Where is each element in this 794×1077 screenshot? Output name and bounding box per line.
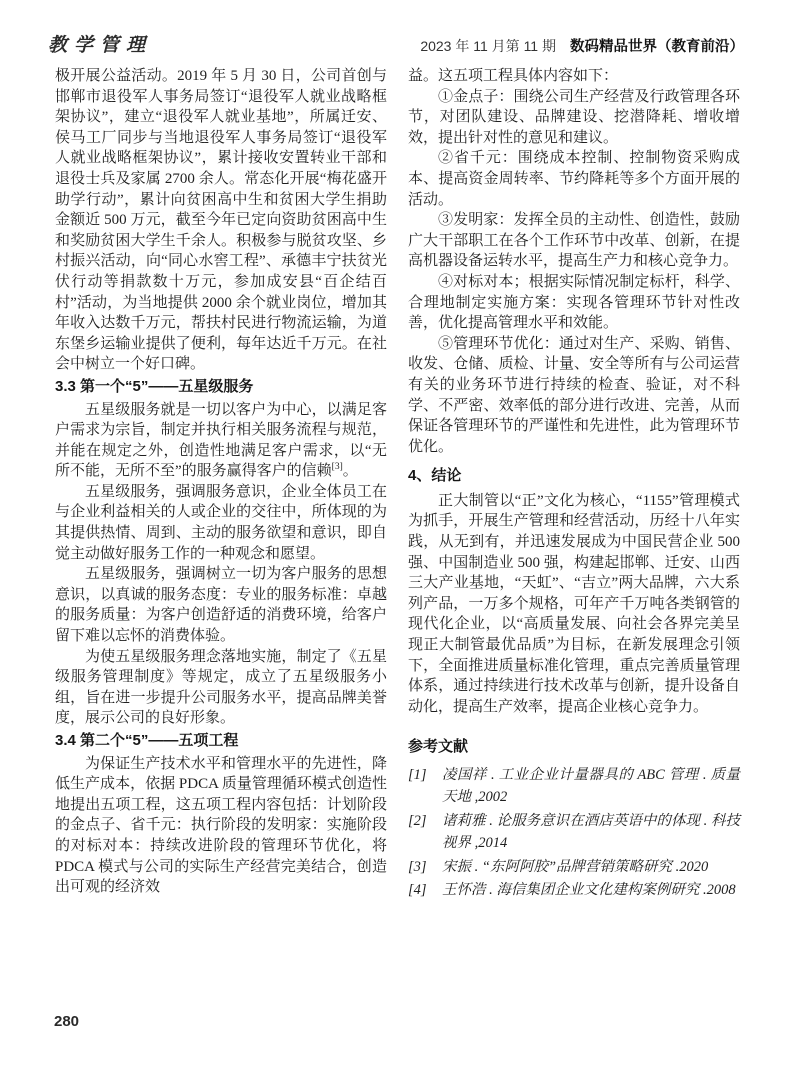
reference-item <box>408 879 740 901</box>
header-section-title: 教学管理 <box>48 35 153 56</box>
paragraph-five-star-definition <box>55 400 387 482</box>
reference-item <box>408 810 740 855</box>
reference-number: [3] <box>408 858 427 875</box>
right-column <box>408 66 740 902</box>
list-item-benchmarking: ④对标对本；根据实际情况制定标杆，科学、合理地制定实施方案：实现各管理环节针对性改善，优化提高管理水平和效能。 <box>408 273 740 332</box>
reference-text: 宋振 . “东阿阿胶”品牌营销策略研究 .2020 <box>442 858 709 875</box>
reference-item <box>408 856 740 878</box>
header-right <box>420 35 744 56</box>
paragraph-five-projects-intro: 为保证生产技术水平和管理水平的先进性，降低生产成本，依据 PDCA 质量管理循环模式创造性地提出五项工程，这五项工程内容包括：计划阶段的金点子、省千元：执行阶段的发明家：实施阶段的对标对本：持续改进阶段的管理环节优化，将 PDCA 模式与公司的实际生产经营完美结合，创造出可观的经济效 <box>55 755 387 896</box>
list-item-save-thousand: ②省千元：围绕成本控制、控制物资采购成本、提高资金周转率、节约降耗等多个方面开展的活动。 <box>408 150 740 208</box>
list-item-management-optimization: ⑤管理环节优化：通过对生产、采购、销售、收发、仓储、质检、计量、安全等所有与公司运营有关的业务环节进行持续的检查、验证，对不科学、不严密、效率低的部分进行改进、完善，从而保证各管理环节的严谨性和先进性，此为管理环节优化。 <box>408 335 740 455</box>
paragraph-public-welfare: 极开展公益活动。2019 年 5 月 30 日，公司首创与邯郸市退役军人事务局签订“退役军人就业战略框架协议”，建立“退役军人就业基地”，所属迁安、侯马工厂同步与当地退役军人事务局签订“退役军人就业战略框架协议”，累计接收安置转业干部和退役士兵及家属 2700 余人。常态化开展“梅花盛开助学行动”，累计向贫困高中生和贫困大学生捐助金额近 500 万元，截至今年已定向资助贫困高中生和奖励贫困大学生千余人。积极参与脱贫攻坚、乡村振兴活动，向“同心水窖工程”、承德丰宁扶贫光伏行动等捐款数十万元，参加成安县“百企结百村”活动，为当地提供 2000 余个就业岗位，增加其年收入达数千万元，帮扶村民进行物流运输，为道东堡乡运输业提供了便利，每年达近千万元。在社会中树立一个好口碑。 <box>55 68 387 373</box>
section-heading-3-3: 3.3 第一个“5”——五星级服务 <box>55 377 254 395</box>
references-list <box>408 764 740 901</box>
paragraph-service-system: 为使五星级服务理念落地实施，制定了《五星级服务管理制度》等规定，成立了五星级服务小组，旨在进一步提升公司服务水平，提高品牌美誉度，展示公司的良好形象。 <box>55 648 387 727</box>
paragraph-text-tail: 。 <box>342 463 358 480</box>
reference-number: [2] <box>408 812 427 829</box>
page-header <box>48 30 744 57</box>
article-body <box>55 66 740 902</box>
paragraph-projects-lead: 益。这五项工程具体内容如下： <box>408 68 619 84</box>
list-item-inventor: ③发明家：发挥全员的主动性、创造性，鼓励广大干部职工在各个工作环节中改革、创新，在提高机器设备运转水平，提高生产力和核心竞争力。 <box>408 212 740 270</box>
reference-text: 凌国祥 . 工业企业计量器具的 ABC 管理 . 质量天地 ,2002 <box>442 767 740 806</box>
reference-text: 诸莉雅 . 论服务意识在酒店英语中的体现 . 科技视界 ,2014 <box>442 812 740 852</box>
list-item-golden-idea: ①金点子：围绕公司生产经营及行政管理各环节，对团队建设、品牌建设、挖潜降耗、增收增效，提出针对性的意见和建议。 <box>408 88 740 146</box>
section-heading-conclusion: 4、结论 <box>408 467 462 485</box>
left-column <box>55 66 387 902</box>
section-heading-3-4: 3.4 第二个“5”——五项工程 <box>55 732 239 749</box>
reference-number: [4] <box>408 882 427 899</box>
paragraph-conclusion: 正大制管以“正”文化为核心，“1155”管理模式为抓手，开展生产管理和经营活动，历经十八年实践，从无到有，并迅速发展成为中国民营企业 500 强、中国制造业 500 强，构建起邯郸、迁安、山西三大产业基地，“天虹”、“吉立”两大品牌，六大系列产品，一万多个规格，可年产千万吨各类钢管的现代化企业，以“高质量发展、向社会各界完美呈现正大制管最优品质”为目标，在新发展理念引领下，全面推进质量标准化管理，重点完善质量管理体系，通过持续进行技术改革与创新，提升设备自动化，提高生产效率，提高企业核心竞争力。 <box>408 492 740 715</box>
reference-text: 王怀浩 . 海信集团企业文化建构案例研究 .2008 <box>442 882 736 899</box>
paragraph-service-mindset: 五星级服务，强调树立一切为客户服务的思想意识，以真诚的服务态度：专业的服务标准：卓越的服务质量：为客户创造舒适的消费环境，给客户留下难以忘怀的消费体验。 <box>55 566 387 645</box>
header-issue-info: 2023 年 11 月第 11 期 <box>420 38 556 54</box>
reference-item <box>408 764 740 809</box>
paragraph-service-awareness: 五星级服务，强调服务意识，企业全体员工在与企业利益相关的人或企业的交往中，所体现的为其提供热情、周到、主动的服务欲望和意识，即自觉主动做好服务工作的一种观念和愿望。 <box>55 483 387 562</box>
references-heading: 参考文献 <box>408 738 469 756</box>
citation-marker-3: [3] <box>331 462 343 473</box>
reference-number: [1] <box>408 767 427 783</box>
paragraph-text: 五星级服务就是一切以客户为中心，以满足客户需求为宗旨，制定并执行相关服务流程与规范，并能在规定之外，创造性地满足客户需求，以“无所不能，无所不至”的服务赢得客户的信赖 <box>55 401 387 480</box>
page-number: 280 <box>54 1013 80 1030</box>
header-journal-title: 数码精品世界（教育前沿） <box>570 39 744 55</box>
